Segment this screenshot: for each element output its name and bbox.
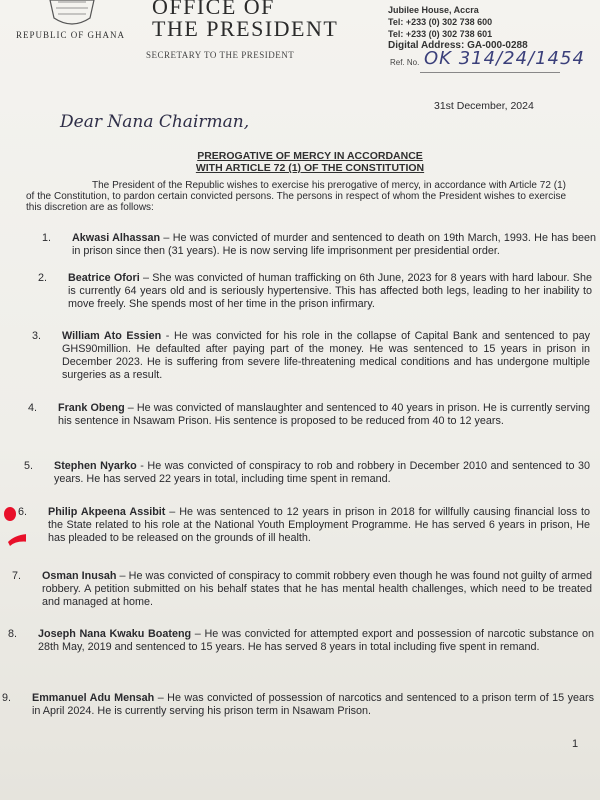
ref-underline [420, 72, 560, 73]
item-number: 8. [8, 628, 18, 640]
republic-of-ghana-label: REPUBLIC OF GHANA [16, 30, 126, 40]
address-block [388, 4, 528, 52]
item-name: Emmanuel Adu Mensah [32, 692, 155, 704]
item-name: Osman Inusah [42, 570, 117, 582]
office-line-1: OFFICE OF [152, 0, 275, 19]
item-number: 9. [2, 692, 12, 704]
list-item [32, 330, 590, 382]
item-text: – He was convicted of manslaughter and sentenced to 40 years in prison. He is currently serving his sentence in Nsawam Prison. His sentence is proposed to be reduced from 40 to 12 years. [58, 402, 590, 427]
item-text: – He was convicted of murder and sentenced to death on 19th March, 1993. He has been in prison since then (31 years). He is now serving life imprisonment per presidential order. [72, 232, 596, 257]
letter-title [180, 150, 440, 174]
item-name: Joseph Nana Kwaku Boateng [38, 628, 192, 640]
item-number: 4. [28, 402, 38, 414]
item-text: - He was convicted of conspiracy to rob and robbery in December 2010 and sentenced to 30 years. He has served 22 years in total, including time spent in remand. [54, 460, 590, 485]
item-text: – He was convicted of conspiracy to commit robbery even though he was found not guilty of armed robbery. A petition submitted on his behalf states that he has mental health challenges, which need to be treated and managed at home. [42, 570, 592, 608]
item-number: 1. [42, 232, 52, 244]
list-item [12, 570, 592, 609]
item-number: 2. [38, 272, 48, 284]
coat-of-arms-icon [42, 0, 102, 28]
item-name: William Ato Essien [62, 330, 162, 342]
list-item [28, 402, 590, 428]
item-number: 7. [12, 570, 22, 582]
office-line-2: THE PRESIDENT [152, 16, 339, 41]
item-name: Stephen Nyarko [54, 460, 137, 472]
item-name: Philip Akpeena Assibit [48, 506, 166, 518]
title-line-2: WITH ARTICLE 72 (1) OF THE CONSTITUTION [195, 162, 425, 174]
item-number: 5. [24, 460, 34, 472]
office-title [152, 0, 338, 40]
address-line: Jubilee House, Accra [388, 5, 479, 15]
item-text: – She was convicted of human trafficking on 6th June, 2023 for 8 years with hard labour. She is currently 64 years old and is seriously hypertensive. This has affected both legs, leading to her inability to move freely. She spends most of her time in the prison infirmary. [68, 272, 592, 310]
list-item [8, 628, 594, 654]
item-text: - He was convicted for his role in the collapse of Capital Bank and sentenced to pay GHS90million. He defaulted after paying part of the money. He was sentenced to 15 years in prison in December 2023. He is suffering from severe life-threatening medical conditions and has undergone multiple surgeries as a result. [62, 330, 590, 381]
list-item [38, 272, 592, 311]
list-item [18, 506, 591, 545]
item-text: – He was convicted of possession of narcotics and sentenced to a prison term of 15 years in April 2024. He is currently serving his prison term in Nsawam Prison. [32, 692, 594, 717]
item-number: 3. [32, 330, 42, 342]
item-name: Akwasi Alhassan [72, 232, 161, 244]
ref-label: Ref. No. [390, 58, 420, 67]
item-name: Frank Obeng [58, 402, 125, 414]
letter-date: 31st December, 2024 [434, 100, 534, 112]
item-text: – He was convicted for attempted export and possession of narcotic substance on 28th May, 2019 and sentenced to 15 years. He has served 8 years in total including five spent in remand. [38, 628, 594, 653]
title-line-1: PREROGATIVE OF MERCY IN ACCORDANCE [197, 150, 423, 162]
list-item [42, 232, 596, 258]
item-name: Beatrice Ofori [68, 272, 140, 284]
intro-paragraph: The President of the Republic wishes to exercise his prerogative of mercy, in accordance with Article 72 (1) of the Constitution, to pardon certain convicted persons. The persons in respect of whom the President wishes to exercise this discretion are as follows: [26, 180, 566, 213]
salutation: Dear Nana Chairman, [60, 112, 250, 132]
ref-number-handwritten: OK 314/24/1454 [424, 48, 585, 69]
tel-line-1: Tel: +233 (0) 302 738 600 [388, 17, 493, 27]
secretary-label: SECRETARY TO THE PRESIDENT [146, 50, 295, 60]
page-number: 1 [572, 738, 579, 750]
item-text: – He was sentenced to 12 years in prison in 2018 for willfully causing financial loss to the State related to his role at the National Youth Employment Programme. He has served 6 years in prison, He has pleaded to be released on the grounds of ill health. [48, 506, 591, 544]
list-item [2, 692, 594, 718]
tel-line-2: Tel: +233 (0) 302 738 601 [388, 29, 493, 39]
list-item [24, 460, 590, 486]
digital-address: Digital Address: GA-000-0288 [388, 40, 528, 51]
item-number: 6. [18, 506, 28, 518]
